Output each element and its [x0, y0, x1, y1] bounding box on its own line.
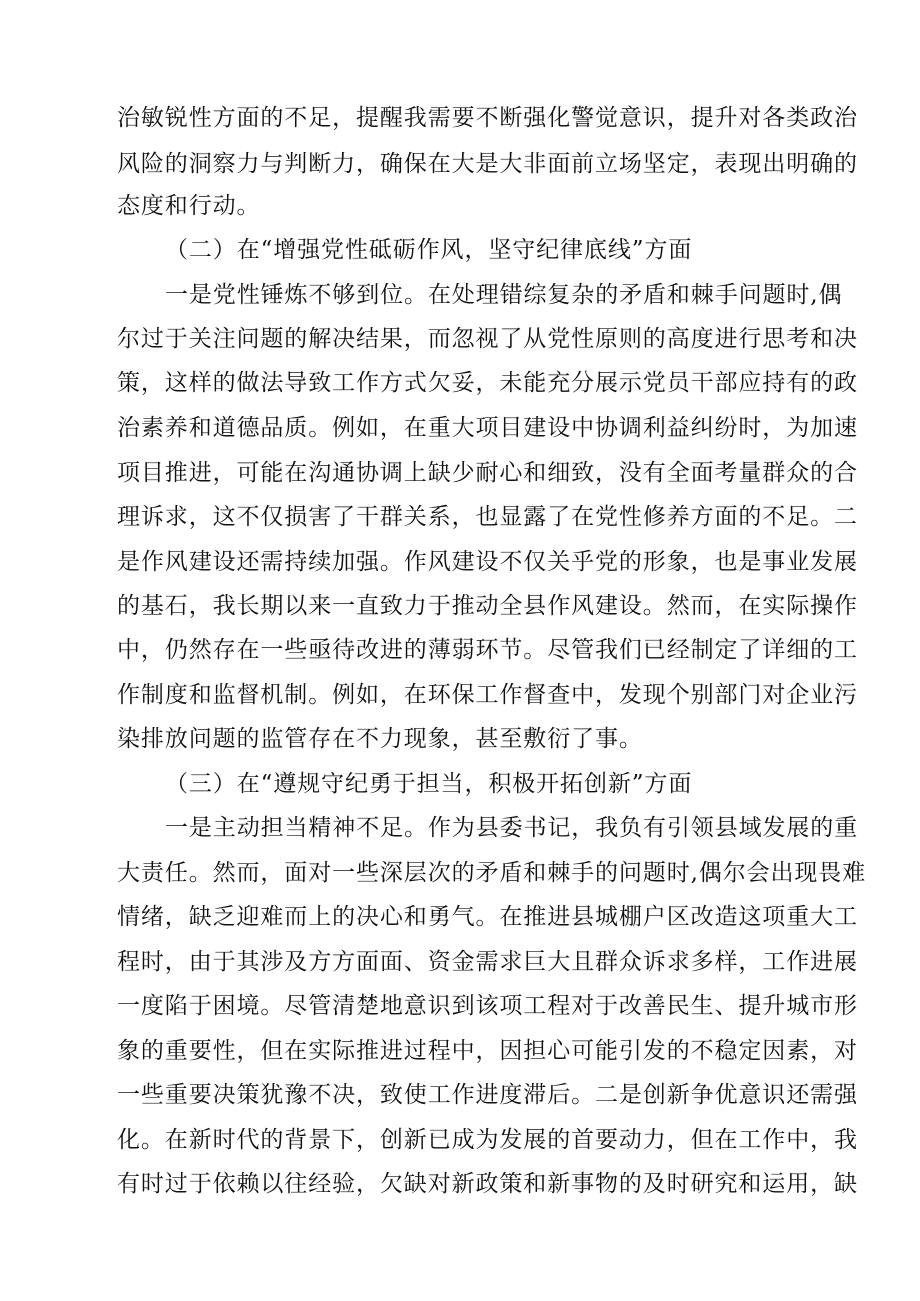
text-line: 大责任。然而，面对一些深层次的矛盾和棘手的问题时,偶尔会出现畏难: [117, 860, 867, 886]
text-line: 尔过于关注问题的解决结果，而忽视了从党性原则的高度进行思考和决: [117, 326, 858, 352]
text-line: 一是党性锤炼不够到位。在处理错综复杂的矛盾和棘手问题时,偶: [165, 282, 843, 308]
text-line: 一是主动担当精神不足。作为县委书记，我负有引领县域发展的重: [165, 815, 859, 841]
text-line: 是作风建设还需持续加强。作风建设不仅关乎党的形象，也是事业发展: [117, 549, 858, 575]
text-line: 治敏锐性方面的不足，提醒我需要不断强化警觉意识，提升对各类政治: [117, 105, 858, 131]
text-line: 情绪，缺乏迎难而上的决心和勇气。在推进县城棚户区改造这项重大工: [117, 904, 858, 930]
section-heading: （三）在“遵规守纪勇于担当，积极开拓创新”方面: [165, 771, 693, 797]
text-line: 态度和行动。: [117, 193, 261, 219]
text-line: 一度陷于困境。尽管清楚地意识到该项工程对于改善民生、提升城市形: [117, 993, 858, 1019]
text-line: 程时，由于其涉及方方面面、资金需求巨大且群众诉求多样，工作进展: [117, 949, 858, 975]
section-heading: （二）在“增强党性砥砺作风，坚守纪律底线”方面: [165, 237, 693, 263]
text-line: 作制度和监督机制。例如，在环保工作督查中，发现个别部门对企业污: [117, 682, 858, 708]
text-line: 治素养和道德品质。例如，在重大项目建设中协调利益纠纷时，为加速: [117, 415, 858, 441]
text-line: 风险的洞察力与判断力，确保在大是大非面前立场坚定，表现出明确的: [117, 151, 858, 177]
text-line: 化。在新时代的背景下，创新已成为发展的首要动力，但在工作中，我: [117, 1127, 858, 1153]
text-line: 染排放问题的监管存在不力现象，甚至敷衍了事。: [117, 726, 643, 752]
text-line: 的基石，我长期以来一直致力于推动全县作风建设。然而，在实际操作: [117, 593, 858, 619]
text-line: 一些重要决策犹豫不决，致使工作进度滞后。二是创新争优意识还需强: [117, 1082, 858, 1108]
text-line: 象的重要性，但在实际推进过程中，因担心可能引发的不稳定因素，对: [117, 1038, 858, 1064]
text-line: 有时过于依赖以往经验，欠缺对新政策和新事物的及时研究和运用，缺: [117, 1171, 858, 1197]
text-line: 项目推进，可能在沟通协调上缺少耐心和细致，没有全面考量群众的合: [117, 460, 858, 486]
text-line: 理诉求，这不仅损害了干群关系，也显露了在党性修养方面的不足。二: [117, 504, 858, 530]
text-line: 中，仍然存在一些亟待改进的薄弱环节。尽管我们已经制定了详细的工: [117, 637, 858, 663]
text-line: 策，这样的做法导致工作方式欠妥，未能充分展示党员干部应持有的政: [117, 370, 858, 396]
